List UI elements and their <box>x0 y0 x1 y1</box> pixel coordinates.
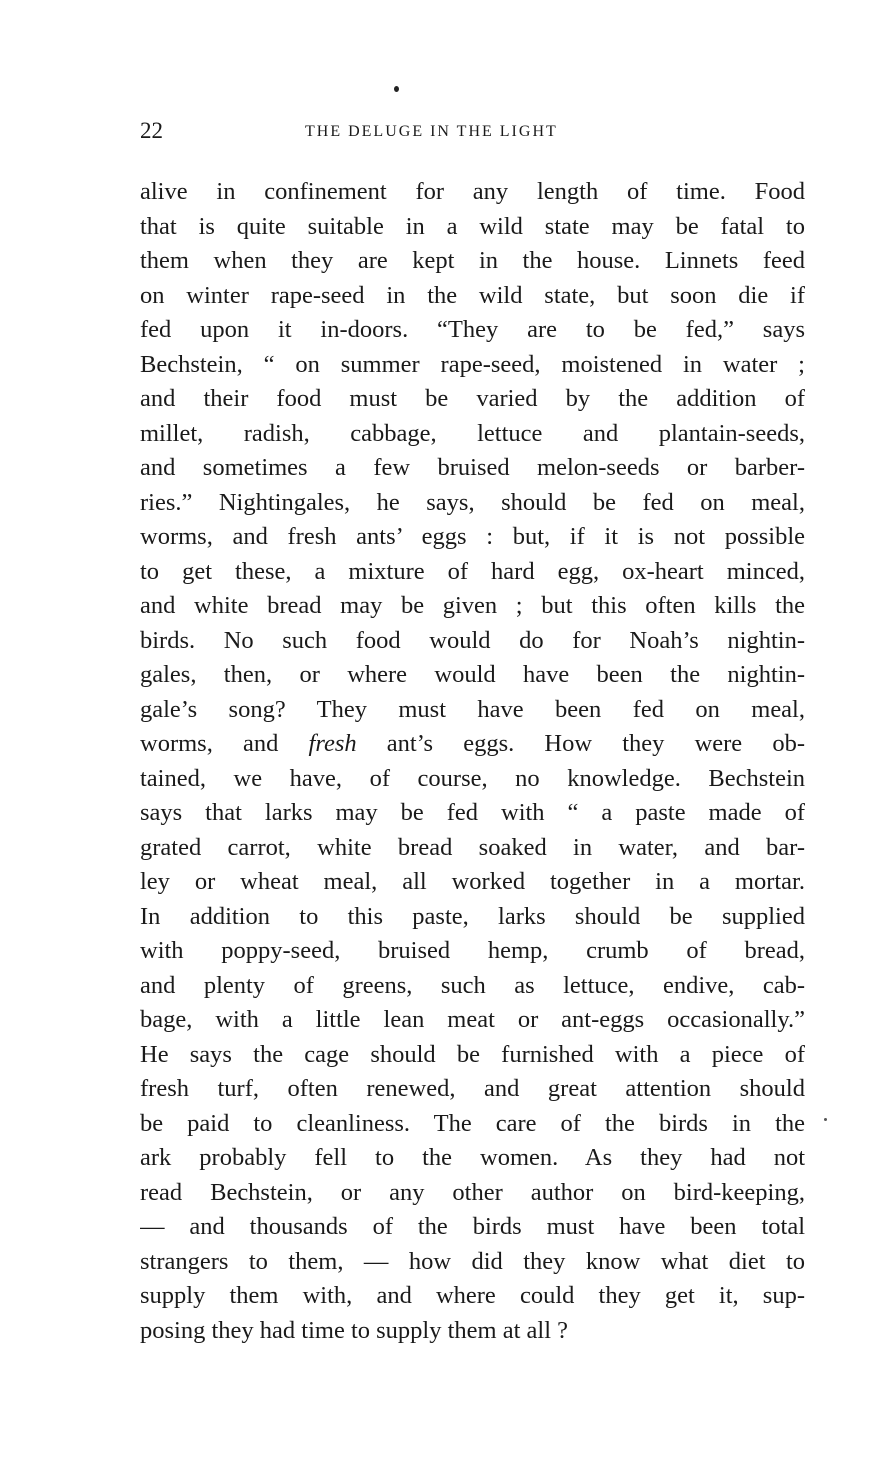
text-line: and plenty of greens, such as lettuce, endive, cab- <box>140 971 805 999</box>
text-line: that is quite suitable in a wild state may be fatal to <box>140 212 805 240</box>
ink-speck <box>824 1118 827 1121</box>
text-line: ries.” Nightingales, he says, should be fed on meal, <box>140 488 805 516</box>
text-line: ley or wheat meal, all worked together in a mortar. <box>140 868 805 895</box>
text-line: strangers to them, — how did they know what diet to <box>140 1247 805 1275</box>
text-line: says that larks may be fed with “ a paste made of <box>140 799 805 826</box>
page-number: 22 <box>140 118 163 143</box>
text-line: bage, with a little lean meat or ant-eggs occasionally.” <box>140 1006 805 1033</box>
text-line: to get these, a mixture of hard egg, ox-heart minced, <box>140 557 805 585</box>
text-line: — and thousands of the birds must have been total <box>140 1213 805 1240</box>
text-line: on winter rape-seed in the wild state, but soon die if <box>140 281 805 309</box>
text-line: fresh turf, often renewed, and great attention should <box>140 1075 805 1102</box>
text-line: gale’s song? They must have been fed on meal, <box>140 695 805 723</box>
running-head: THE DELUGE IN THE LIGHT <box>305 123 558 140</box>
text-line: ark probably fell to the women. As they had not <box>140 1144 805 1171</box>
text-line-with-italic <box>140 727 805 762</box>
text-line: supply them with, and where could they get it, sup- <box>140 1282 805 1309</box>
text-line: be paid to cleanliness. The care of the birds in the <box>140 1109 805 1137</box>
italic-word: fresh <box>308 730 357 757</box>
text-segment: worms, and <box>140 730 279 757</box>
text-line: fed upon it in-doors. “They are to be fed,” says <box>140 316 805 343</box>
text-line: grated carrot, white bread soaked in water, and bar- <box>140 833 805 861</box>
text-line: tained, we have, of course, no knowledge. Bechstein <box>140 764 805 792</box>
text-line: posing they had time to supply them at all ? <box>140 1316 568 1344</box>
text-line: alive in confinement for any length of time. Food <box>140 178 805 205</box>
page-header <box>140 116 805 146</box>
text-line: them when they are kept in the house. Linnets feed <box>140 247 805 274</box>
text-line: In addition to this paste, larks should be supplied <box>140 902 805 930</box>
ink-speck <box>394 86 399 92</box>
text-line: with poppy-seed, bruised hemp, crumb of bread, <box>140 937 805 964</box>
text-line: gales, then, or where would have been the nightin- <box>140 661 805 688</box>
text-line: and their food must be varied by the addition of <box>140 385 805 412</box>
text-segment: ant’s eggs. How they were ob- <box>386 730 805 757</box>
text-line: worms, and fresh ants’ eggs : but, if it is not possible <box>140 523 805 550</box>
text-line: millet, radish, cabbage, lettuce and plantain-seeds, <box>140 419 805 447</box>
body-text <box>140 175 805 1348</box>
text-line: and white bread may be given ; but this often kills the <box>140 592 805 619</box>
text-line: read Bechstein, or any other author on bird-keeping, <box>140 1178 805 1206</box>
text-line: Bechstein, “ on summer rape-seed, moistened in water ; <box>140 350 805 378</box>
text-line: He says the cage should be furnished with a piece of <box>140 1040 805 1068</box>
text-line: birds. No such food would do for Noah’s nightin- <box>140 626 805 654</box>
text-line: and sometimes a few bruised melon-seeds or barber- <box>140 454 805 481</box>
